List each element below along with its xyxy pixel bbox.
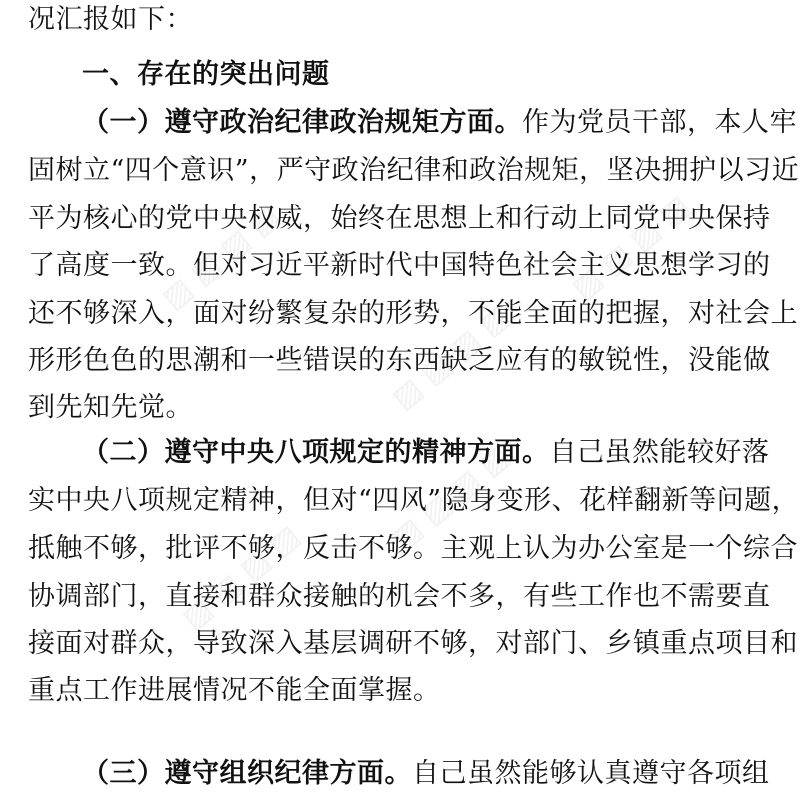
paragraph-line: 接面对群众，导致深入基层调研不够，对部门、乡镇重点项目和	[28, 628, 798, 659]
item-heading: （一）遵守政治纪律政治规矩方面。	[82, 107, 522, 138]
paragraph-line: 固树立“四个意识”，严守政治纪律和政治规矩，坚决拥护以习近	[28, 155, 800, 186]
paragraph-text: 作为党员干部，本人牢	[522, 107, 797, 138]
paragraph-line	[82, 433, 770, 473]
item-heading: （二）遵守中央八项规定的精神方面。	[82, 437, 550, 468]
paragraph-line: 抵触不够，批评不够，反击不够。主观上认为办公室是一个综合	[28, 533, 798, 564]
paragraph-line: 重点工作进展情况不能全面掌握。	[28, 675, 441, 706]
paragraph-line: 了高度一致。但对习近平新时代中国特色社会主义思想学习的	[28, 250, 771, 281]
item-heading: （三）遵守组织纪律方面。	[82, 758, 412, 789]
watermark-mark: ▨ ▨ ▨ ▨	[175, 518, 307, 637]
paragraph-line	[82, 103, 797, 143]
watermark-mark: ▨ ▨ ▨ ▨	[385, 298, 517, 417]
paragraph-line: 协调部门，直接和群众接触的机会不多，有些工作也不需要直	[28, 581, 771, 612]
watermark-mark: ▨ ▨ ▨ ▨	[155, 198, 287, 317]
paragraph-line: 实中央八项规定精神，但对“四风”隐身变形、花样翻新等问题，	[28, 485, 800, 516]
paragraph-line: 还不够深入，面对纷繁复杂的形势，不能全面的把握，对社会上	[28, 298, 798, 329]
paragraph-line: 到先知先觉。	[28, 392, 193, 423]
paragraph-line: 形形色色的思潮和一些错误的东西缺乏应有的敏锐性，没能做	[28, 345, 771, 376]
section-heading: 一、存在的突出问题	[82, 59, 330, 90]
intro-line: 况汇报如下：	[28, 4, 193, 35]
paragraph-text: 自己虽然能够认真遵守各项组	[412, 758, 770, 789]
watermark-mark: ▨ ▨ ▨ ▨	[385, 438, 517, 557]
paragraph-text: 自己虽然能较好落	[549, 437, 770, 468]
paragraph-line: 平为核心的党中央权威，始终在思想上和行动上同党中央保持	[28, 203, 771, 234]
watermark-mark: ▨ ▨ ▨ ▨	[565, 188, 697, 307]
paragraph-line	[82, 754, 770, 794]
